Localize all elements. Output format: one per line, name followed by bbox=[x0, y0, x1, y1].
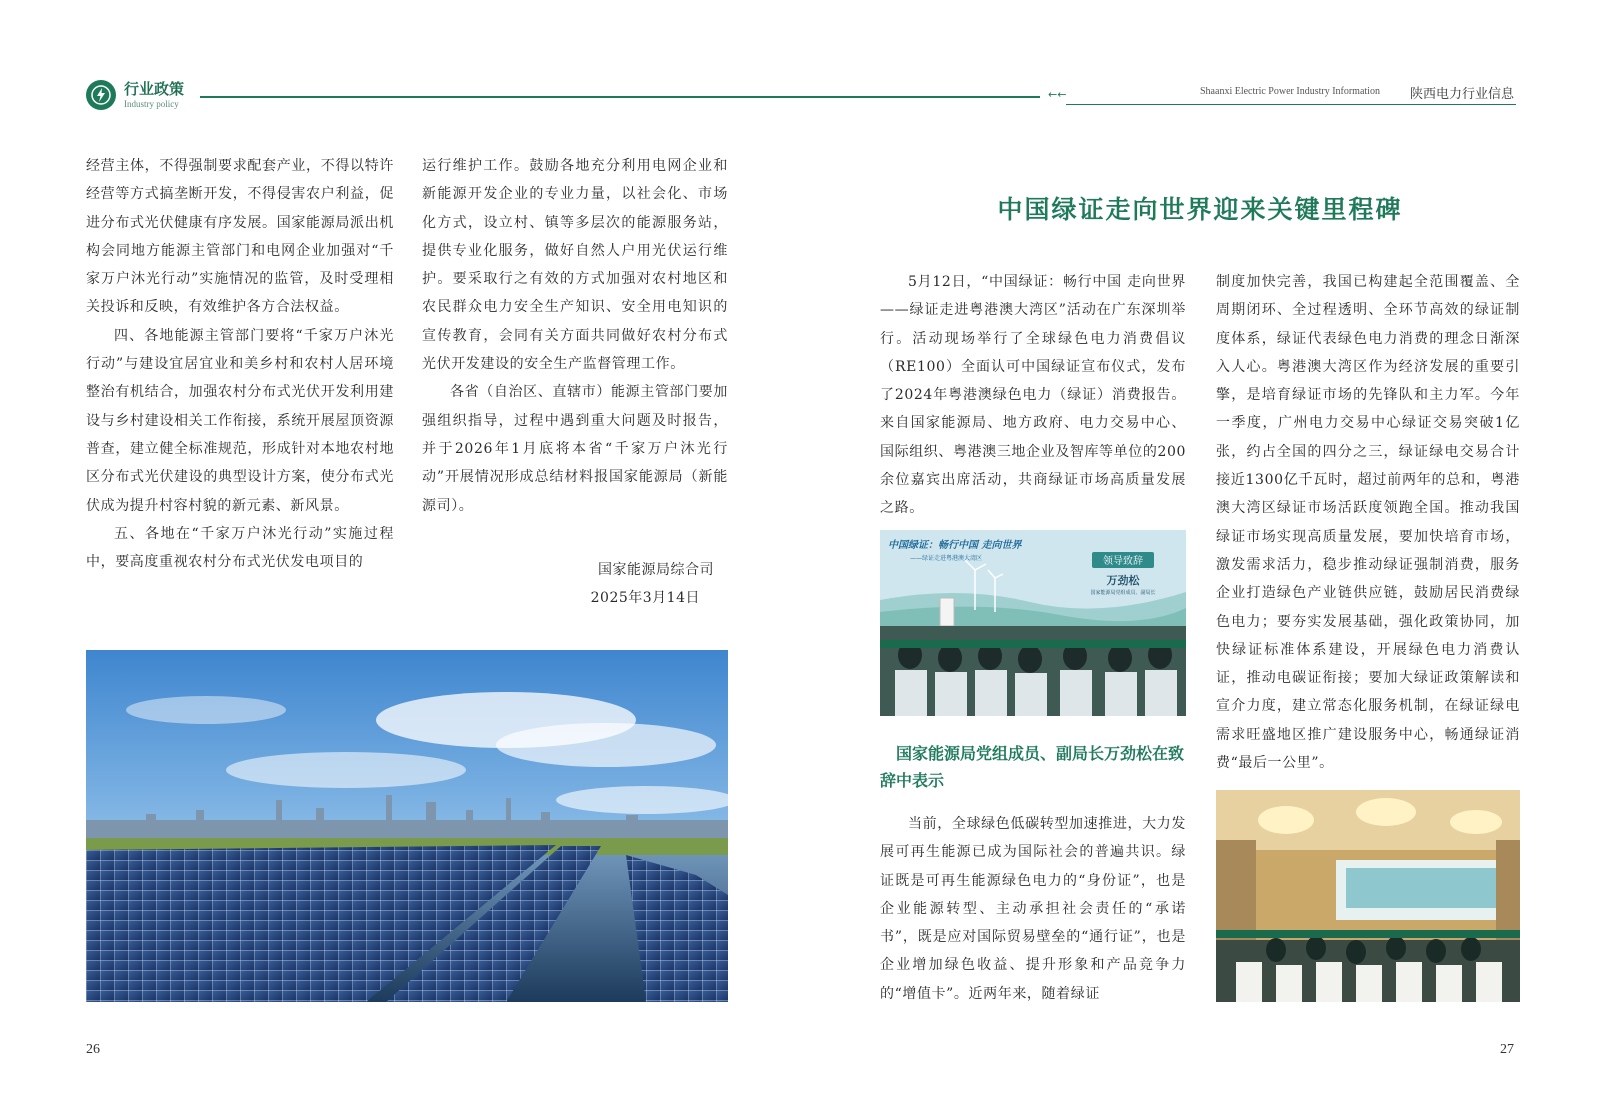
header-rule-right bbox=[1066, 104, 1516, 105]
signature-org: 国家能源局综合司 bbox=[598, 562, 714, 578]
magazine-name-cn: 陕西电力行业信息 bbox=[1410, 87, 1515, 102]
paragraph: 当前，全球绿色低碳转型加速推进，大力发展可再生能源已成为国际社会的普遍共识。绿证既是可再生能源绿色电力的“身份证”，也是企业能源转型、主动承担社会责任的“承诺书”，既是应对国际贸易壁垒的“通行证”，也是企业增加绿色收益、提升形象和产品竞争力的“增值卡”。近两年来，随着绿证 bbox=[880, 816, 1186, 1002]
page-number-right: 27 bbox=[1500, 1042, 1514, 1057]
paragraph: 运行维护工作。鼓励各地充分利用电网企业和新能源开发企业的专业力量，以社会化、市场化方式，设立村、镇等多层次的能源服务站，提供专业化服务，做好自然人户用光伏运行维护。要采取行之有效的方式加强对农村地区和农民群众电力安全生产知识、安全用电知识的宣传教育，会同有关方面共同做好农村分布式光伏开发建设的安全生产监督管理工作。 bbox=[422, 158, 728, 373]
photo-caption: 国家能源局党组成员、副局长万劲松在致辞中表示 bbox=[880, 744, 1185, 790]
banner-line-1: 中国绿证：畅行中国 走向世界 bbox=[888, 540, 1022, 551]
lightning-bolt-icon bbox=[91, 85, 111, 105]
signature-block bbox=[422, 556, 728, 612]
section-title: 行业政策 bbox=[124, 80, 185, 98]
paragraph: 各省（自治区、直辖市）能源主管部门要加强组织指导，过程中遇到重大问题及时报告，并于2026年1月底将本省“千家万户沐光行动”开展情况形成总结材料报国家能源局（新能源司）。 bbox=[422, 384, 728, 514]
banner-speaker: 万劲松 bbox=[1106, 574, 1140, 587]
banner-badge: 领导致辞 bbox=[1103, 556, 1143, 567]
magazine-name-en: Shaanxi Electric Power Industry Information bbox=[1200, 86, 1380, 97]
paragraph: 四、各地能源主管部门要将“千家万户沐光行动”与建设宜居宜业和美乡村和农村人居环境整治有机结合，加强农村分布式光伏开发利用建设与乡村建设相关工作衔接，系统开展屋顶资源普查，建立健全标准规范，形成针对本地农村地区分布式光伏建设的典型设计方案，使分布式光伏成为提升村容村貌的新元素、新风景。 bbox=[86, 327, 394, 514]
paragraph: 五、各地在“千家万户沐光行动”实施过程中，要高度重视农村分布式光伏发电项目的 bbox=[86, 525, 394, 571]
paragraph: 制度加快完善，我国已构建起全范围覆盖、全周期闭环、全过程透明、全环节高效的绿证制度体系，绿证代表绿色电力消费的理念日渐深入人心。粤港澳大湾区作为经济发展的重要引擎，是培育绿证市场的先锋队和主力军。今年一季度，广州电力交易中心绿证交易突破1亿张，约占全国的四分之三，绿证绿电交易合计接近1300亿千瓦时，超过前两年的总和，粤港澳大湾区绿证市场活跃度领跑全国。推动我国绿证市场实现高质量发展，要加快培育市场，激发需求活力，稳步推动绿证强制消费，服务企业打造绿色产业链供应链，鼓励居民消费绿色电力；要夯实发展基础，强化政策协同，加快绿证标准体系建设，开展绿色电力消费认证，推动电碳证衔接；要加大绿证政策解读和宣介力度，建立常态化服务机制，在绿证绿电需求旺盛地区推广建设服务中心，畅通绿证消费“最后一公里”。 bbox=[1216, 274, 1520, 772]
section-subtitle: Industry policy bbox=[124, 99, 179, 109]
header-arrows: ←← bbox=[1048, 88, 1067, 101]
paragraph: 5月12日，“中国绿证：畅行中国 走向世界——绿证走进粤港澳大湾区”活动在广东深圳举行。活动现场举行了全球绿色电力消费倡议（RE100）全面认可中国绿证宣布仪式，发布了2024年粤港澳绿色电力（绿证）消费报告。来自国家能源局、地方政府、电力交易中心、国际组织、粤港澳三地企业及智库等单位的200余位嘉宾出席活动，共商绿证市场高质量发展之路。 bbox=[880, 274, 1186, 517]
left-column-2 bbox=[422, 152, 728, 520]
right-column-1-continued bbox=[880, 810, 1186, 1008]
conference-hall-photo bbox=[1216, 790, 1520, 1002]
header-rule bbox=[200, 96, 1040, 98]
left-column-1 bbox=[86, 152, 394, 576]
banner-line-2: ——绿证走进粤港澳大湾区 bbox=[910, 555, 983, 562]
banner-speaker-title: 国家能源局党组成员、副局长 bbox=[1090, 590, 1156, 596]
right-column-1 bbox=[880, 268, 1186, 523]
conference-stage-photo bbox=[880, 530, 1186, 716]
article-title: 中国绿证走向世界迎来关键里程碑 bbox=[997, 195, 1403, 224]
solar-farm-photo bbox=[86, 650, 728, 1002]
section-logo bbox=[86, 80, 116, 110]
paragraph: 经营主体，不得强制要求配套产业，不得以特许经营等方式搞垄断开发，不得侵害农户利益，促进分布式光伏健康有序发展。国家能源局派出机构会同地方能源主管部门和电网企业加强对“千家万户沐光行动”实施情况的监管，及时受理相关投诉和反映，有效维护各方合法权益。 bbox=[86, 158, 394, 316]
right-column-2 bbox=[1216, 268, 1520, 777]
signature-date: 2025年3月14日 bbox=[590, 590, 700, 606]
page-number-left: 26 bbox=[86, 1042, 100, 1057]
